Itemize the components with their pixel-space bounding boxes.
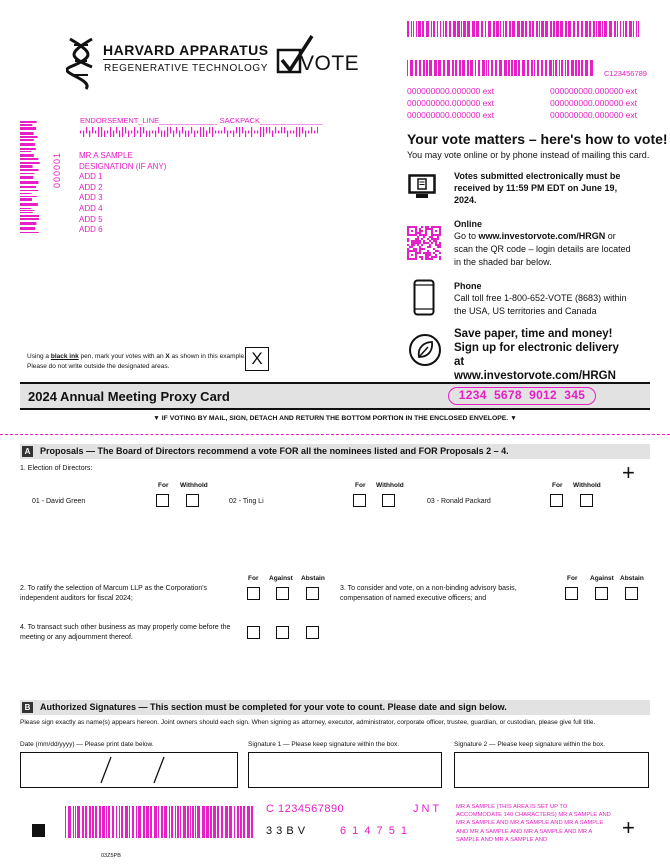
proposal-4-for-checkbox[interactable] bbox=[247, 626, 260, 639]
footer-sample-block: MR A SAMPLE (THIS AREA IS SET UP TO ACCOMMODATE 140 CHARACTERS) MR A SAMPLE AND MR A SAMPLE AND MR A SAMPLE AND MR A SAMPLE AND MR A SAMPLE AND MR A SAMPLE AND MR A SAMPLE AND MR A SAMPLE AND bbox=[456, 804, 611, 843]
proposal-2-for-checkbox[interactable] bbox=[247, 587, 260, 600]
title-rule-bottom bbox=[20, 408, 650, 410]
side-code: 000001 bbox=[52, 152, 62, 189]
address-line: ADD 4 bbox=[79, 203, 103, 213]
online-title: Online bbox=[454, 219, 483, 229]
ext-lines bbox=[407, 85, 637, 121]
address-line: ADD 2 bbox=[79, 182, 103, 192]
instr-line2: Please do not write outside the designated areas. bbox=[27, 363, 170, 370]
proposal-2: 2. To ratify the selection of Marcum LLP as the Corporation's independent auditors for fiscal 2024; bbox=[20, 585, 208, 602]
vote-wordmark: VOTE bbox=[300, 52, 360, 75]
deadline-text: Votes submitted electronically must be received by 11:59 PM EDT on June 19, 2024. bbox=[454, 171, 621, 205]
nominee-3: 03 - Ronald Packard bbox=[427, 498, 491, 505]
registration-plus: + bbox=[622, 460, 635, 485]
col-against: Against bbox=[269, 575, 293, 582]
proposal-2-abstain-checkbox[interactable] bbox=[306, 587, 319, 600]
company-name: HARVARD APPARATUS bbox=[103, 42, 269, 58]
section-b-title: Authorized Signatures — This section must be completed for your vote to count. Please date and sign below. bbox=[40, 702, 507, 712]
instr-bold: black ink bbox=[50, 353, 79, 360]
proposal-3-against-checkbox[interactable] bbox=[595, 587, 608, 600]
ext-line: 000000000.000000 ext bbox=[550, 110, 637, 120]
instr-mid: pen, mark your votes with an bbox=[78, 353, 166, 360]
section-a-title: Proposals — The Board of Directors recommend a vote FOR all the nominees listed and FOR Proposals 2 – 4. bbox=[40, 446, 509, 456]
col-for: For bbox=[248, 575, 259, 582]
online-text bbox=[454, 230, 634, 269]
top-barcode bbox=[407, 21, 639, 37]
col-withhold: Withhold bbox=[180, 482, 208, 489]
endorsement-line: ENDORSEMENT_LINE______________ SACKPACK_______________ bbox=[80, 116, 323, 125]
nominee-1-for-checkbox[interactable] bbox=[156, 494, 169, 507]
postal-barcode bbox=[407, 60, 595, 76]
example-mark: X bbox=[251, 349, 263, 368]
ext-line: 000000000.000000 ext bbox=[407, 110, 494, 120]
nominee-2: 02 - Ting Li bbox=[229, 498, 264, 505]
footer-code-right: 6 1 4 7 5 1 bbox=[340, 825, 409, 837]
footer-barcode bbox=[65, 806, 253, 838]
phone-title: Phone bbox=[454, 281, 482, 291]
leaf-icon bbox=[408, 333, 442, 367]
nominee-2-withhold-checkbox[interactable] bbox=[382, 494, 395, 507]
nominee-1: 01 - David Green bbox=[32, 498, 86, 505]
col-for: For bbox=[567, 575, 578, 582]
instr-x: X bbox=[165, 353, 170, 360]
address-line: ADD 6 bbox=[79, 225, 103, 235]
col-for: For bbox=[355, 482, 366, 489]
company-tagline: REGENERATIVE TECHNOLOGY bbox=[104, 63, 269, 74]
signature-note: Please sign exactly as name(s) appears hereon. Joint owners should each sign. When signing as attorney, executor, administrator, corporate officer, trustee, guardian, or custodian, please give full title. bbox=[20, 719, 596, 726]
address-line: ADD 1 bbox=[79, 172, 103, 182]
ext-line: 000000000.000000 ext bbox=[550, 98, 637, 108]
instructions-text bbox=[27, 352, 246, 372]
nominee-2-for-checkbox[interactable] bbox=[353, 494, 366, 507]
proposal-4-against-checkbox[interactable] bbox=[276, 626, 289, 639]
col-abstain: Abstain bbox=[301, 575, 325, 582]
vote-matters-title: Your vote matters – here's how to vote! bbox=[407, 131, 668, 147]
nominee-3-withhold-checkbox[interactable] bbox=[580, 494, 593, 507]
online-url-link[interactable]: www.investorvote.com/HRGN bbox=[478, 231, 606, 241]
election-label: 1. Election of Directors: bbox=[20, 465, 93, 472]
ext-line: 000000000.000000 ext bbox=[407, 86, 494, 96]
col-withhold: Withhold bbox=[573, 482, 601, 489]
example-mark-box bbox=[245, 347, 269, 371]
address-line: ADD 3 bbox=[79, 193, 103, 203]
footer-control: C 1234567890 bbox=[266, 803, 345, 815]
col-withhold: Withhold bbox=[376, 482, 404, 489]
detach-perforation bbox=[0, 434, 670, 435]
footer-initials: J N T bbox=[413, 803, 440, 815]
section-a-label: A bbox=[22, 446, 33, 457]
save-paper-text: Save paper, time and money! Sign up for electronic delivery at www.investorvote.com/HRGN bbox=[454, 328, 619, 382]
form-code: 03Z5PB bbox=[101, 853, 121, 859]
phone-text: Call toll free 1-800-652-VOTE (8683) within the USA, US territories and Canada bbox=[454, 293, 627, 316]
instr-post: as shown in this example. bbox=[169, 353, 246, 360]
footer-plus: + bbox=[622, 815, 635, 840]
address-line: MR A SAMPLE bbox=[79, 151, 133, 160]
footer-black-square bbox=[32, 824, 45, 837]
date-separators bbox=[21, 753, 239, 789]
col-against: Against bbox=[590, 575, 614, 582]
ext-line: 000000000.000000 ext bbox=[407, 98, 494, 108]
footer-code-left: 3 3 B V bbox=[266, 825, 306, 837]
online-prefix: Go to bbox=[454, 231, 479, 241]
nominee-3-for-checkbox[interactable] bbox=[550, 494, 563, 507]
mailing-address bbox=[79, 151, 166, 236]
signature-1-field[interactable] bbox=[248, 752, 442, 788]
address-line: DESIGNATION (IF ANY) bbox=[79, 161, 167, 171]
signature-2-field[interactable] bbox=[454, 752, 649, 788]
address-line: ADD 5 bbox=[79, 214, 103, 224]
proposal-4: 4. To transact such other business as may properly come before the meeting or any adjournment thereof. bbox=[20, 624, 231, 641]
vote-matters-subtitle: You may vote online or by phone instead of mailing this card. bbox=[407, 150, 650, 160]
logo-rule bbox=[103, 59, 260, 60]
date-field[interactable] bbox=[20, 752, 238, 788]
detach-instruction: ▼ IF VOTING BY MAIL, SIGN, DETACH AND RETURN THE BOTTOM PORTION IN THE ENCLOSED ENVELOPE. ▼ bbox=[153, 415, 517, 422]
sig2-label: Signature 2 — Please keep signature within the box. bbox=[454, 741, 606, 748]
imb-barcode bbox=[80, 127, 318, 137]
instr-pre: Using a bbox=[27, 353, 51, 360]
proposal-2-against-checkbox[interactable] bbox=[276, 587, 289, 600]
side-barcode bbox=[20, 121, 40, 233]
col-abstain: Abstain bbox=[620, 575, 644, 582]
control-number: C123456789 bbox=[604, 69, 647, 78]
ext-line: 000000000.000000 ext bbox=[550, 86, 637, 96]
col-for: For bbox=[552, 482, 563, 489]
dna-logo-icon bbox=[66, 37, 98, 91]
phone-icon bbox=[413, 279, 435, 316]
proposal-3-abstain-checkbox[interactable] bbox=[625, 587, 638, 600]
qr-code-icon bbox=[407, 226, 441, 260]
online-rest: or scan the QR code – login details are located in the shaded bar below. bbox=[454, 231, 631, 267]
section-b-label: B bbox=[22, 702, 33, 713]
card-title: 2024 Annual Meeting Proxy Card bbox=[28, 389, 230, 404]
date-label: Date (mm/dd/yyyy) — Please print date below. bbox=[20, 741, 154, 748]
proposal-3: 3. To consider and vote, on a non-binding advisory basis, compensation of named executive officers; and bbox=[340, 585, 517, 602]
sig1-label: Signature 1 — Please keep signature within the box. bbox=[248, 741, 400, 748]
col-for: For bbox=[158, 482, 169, 489]
proposal-4-abstain-checkbox[interactable] bbox=[306, 626, 319, 639]
card-code: 1234 5678 9012 345 bbox=[448, 387, 596, 405]
nominee-1-withhold-checkbox[interactable] bbox=[186, 494, 199, 507]
proposal-3-for-checkbox[interactable] bbox=[565, 587, 578, 600]
computer-icon bbox=[408, 174, 436, 200]
